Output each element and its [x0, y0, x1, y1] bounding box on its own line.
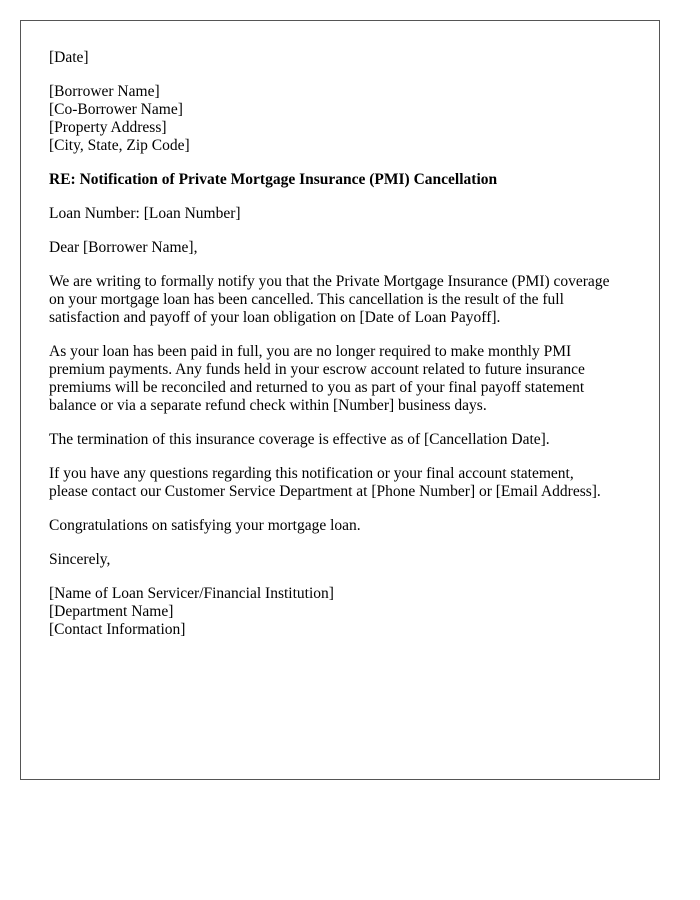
property-address: [Property Address] [49, 119, 167, 136]
letter-body [49, 49, 639, 655]
paragraph-line: premium payments. Any funds held in your escrow account related to future insurance [49, 361, 585, 378]
borrower-name: [Borrower Name] [49, 83, 160, 100]
paragraph-line: please contact our Customer Service Department at [Phone Number] or [Email Address]. [49, 483, 601, 500]
subject-block [49, 171, 639, 189]
loan-number: Loan Number: [Loan Number] [49, 205, 241, 222]
salutation-block [49, 239, 639, 257]
date-block [49, 49, 639, 67]
paragraph-line: on your mortgage loan has been cancelled. This cancellation is the result of the full [49, 291, 564, 308]
institution-name: [Name of Loan Servicer/Financial Institution] [49, 585, 334, 602]
signature-block [49, 585, 639, 639]
paragraph-line: balance or via a separate refund check within [Number] business days. [49, 397, 487, 414]
subject-line: RE: Notification of Private Mortgage Insurance (PMI) Cancellation [49, 171, 498, 188]
letter-page [20, 20, 660, 780]
closing-block [49, 551, 639, 569]
recipient-block [49, 83, 639, 155]
paragraph-line: We are writing to formally notify you that the Private Mortgage Insurance (PMI) coverage [49, 273, 610, 290]
paragraph-congratulations [49, 517, 639, 535]
paragraph-line: If you have any questions regarding this notification or your final account statement, [49, 465, 574, 482]
paragraph-contact [49, 465, 639, 501]
paragraph-line: As your loan has been paid in full, you are no longer required to make monthly PMI [49, 343, 572, 360]
date: [Date] [49, 49, 89, 66]
paragraph-line: Congratulations on satisfying your mortgage loan. [49, 517, 361, 534]
department-name: [Department Name] [49, 603, 174, 620]
closing: Sincerely, [49, 551, 111, 568]
co-borrower-name: [Co-Borrower Name] [49, 101, 183, 118]
contact-information: [Contact Information] [49, 621, 186, 638]
paragraph-line: premiums will be reconciled and returned to you as part of your final payoff statement [49, 379, 585, 396]
city-state-zip: [City, State, Zip Code] [49, 137, 190, 154]
paragraph-payments [49, 343, 639, 415]
paragraph-line: satisfaction and payoff of your loan obligation on [Date of Loan Payoff]. [49, 309, 501, 326]
paragraph-line: The termination of this insurance coverage is effective as of [Cancellation Date]. [49, 431, 550, 448]
salutation: Dear [Borrower Name], [49, 239, 198, 256]
paragraph-notification [49, 273, 639, 327]
loan-number-block [49, 205, 639, 223]
paragraph-effective-date [49, 431, 639, 449]
